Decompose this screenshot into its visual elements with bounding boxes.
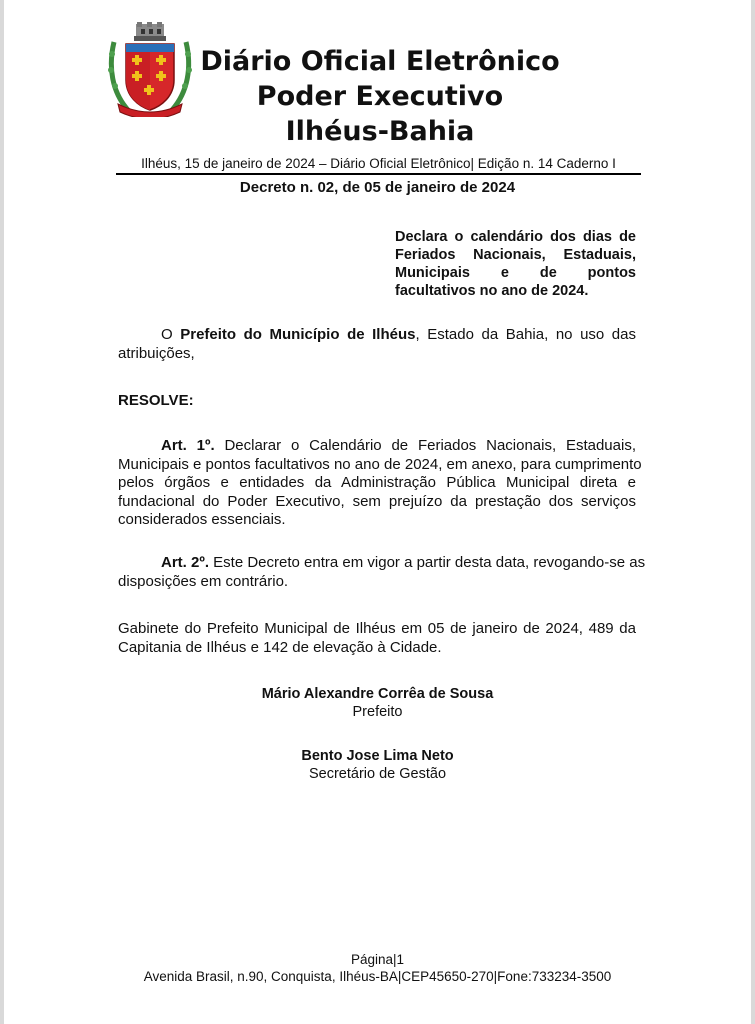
document-page — [4, 0, 751, 1024]
article-2-label: Art. 2º. — [161, 554, 209, 571]
preamble-rest: , Estado da Bahia, no uso das — [415, 326, 636, 343]
article-1-line-1 — [118, 437, 636, 456]
article-1-line-2: Municipais e pontos facultativos no ano de 2024, em anexo, para cumprimento — [118, 455, 642, 473]
article-1-line-5: considerados essenciais. — [118, 511, 286, 528]
page-footer — [4, 951, 751, 985]
summary-line: Declara o calendário dos dias de — [395, 229, 636, 245]
article-2-line-2: disposições em contrário. — [118, 572, 289, 590]
signature-secretary — [4, 747, 751, 783]
preamble-line-2: atribuições, — [118, 344, 195, 362]
preamble-paragraph — [118, 326, 636, 363]
signatory-name: Mário Alexandre Corrêa de Sousa — [261, 686, 494, 702]
decree-summary — [395, 228, 636, 300]
article-1-line-3: pelos órgãos e entidades da Administração Pública Municipal direta e — [118, 474, 636, 491]
gazette-title — [150, 44, 610, 149]
preamble-line-1 — [118, 326, 636, 345]
closing-line-1: Gabinete do Prefeito Municipal de Ilhéus em 05 de janeiro de 2024, 489 da — [118, 620, 636, 637]
edition-info: Ilhéus, 15 de janeiro de 2024 – Diário Oficial Eletrônico| Edição n. 14 Caderno I — [116, 156, 641, 175]
summary-line: Feriados Nacionais, Estaduais, — [395, 247, 636, 263]
page-number: Página|1 — [350, 952, 405, 967]
closing-line-2: Capitania de Ilhéus e 142 de elevação à Cidade. — [118, 638, 442, 656]
closing-paragraph — [118, 620, 636, 657]
article-2-text: Este Decreto entra em vigor a partir desta data, revogando-se as — [213, 554, 646, 571]
decree-title: Decreto n. 02, de 05 de janeiro de 2024 — [239, 179, 516, 196]
article-1-label: Art. 1º. — [161, 437, 215, 454]
gazette-title-line-1: Diário Oficial Eletrônico — [200, 46, 560, 77]
signatory-role: Secretário de Gestão — [308, 766, 447, 782]
article-2-line-1 — [118, 554, 646, 573]
gazette-title-line-2: Poder Executivo — [256, 81, 504, 112]
document-header — [4, 22, 751, 172]
article-1 — [118, 437, 642, 530]
signatory-role: Prefeito — [352, 704, 403, 720]
article-1-text: Declarar o Calendário de Feriados Nacionais, Estaduais, — [224, 437, 636, 454]
mayor-reference: Prefeito do Município de Ilhéus — [180, 326, 416, 343]
preamble-lead: O — [161, 326, 173, 343]
signatory-name: Bento Jose Lima Neto — [301, 748, 454, 764]
summary-line: facultativos no ano de 2024. — [395, 283, 589, 299]
summary-line: Municipais e de pontos — [395, 265, 636, 281]
article-1-line-4: fundacional do Poder Executivo, sem prejuízo da prestação dos serviços — [118, 492, 636, 510]
article-2 — [118, 554, 646, 591]
signature-mayor — [4, 685, 751, 721]
gazette-title-line-3: Ilhéus-Bahia — [285, 116, 475, 147]
footer-address: Avenida Brasil, n.90, Conquista, Ilhéus-BA|CEP45650-270|Fone:733234-3500 — [143, 969, 612, 984]
resolve-heading: RESOLVE: — [118, 392, 194, 409]
